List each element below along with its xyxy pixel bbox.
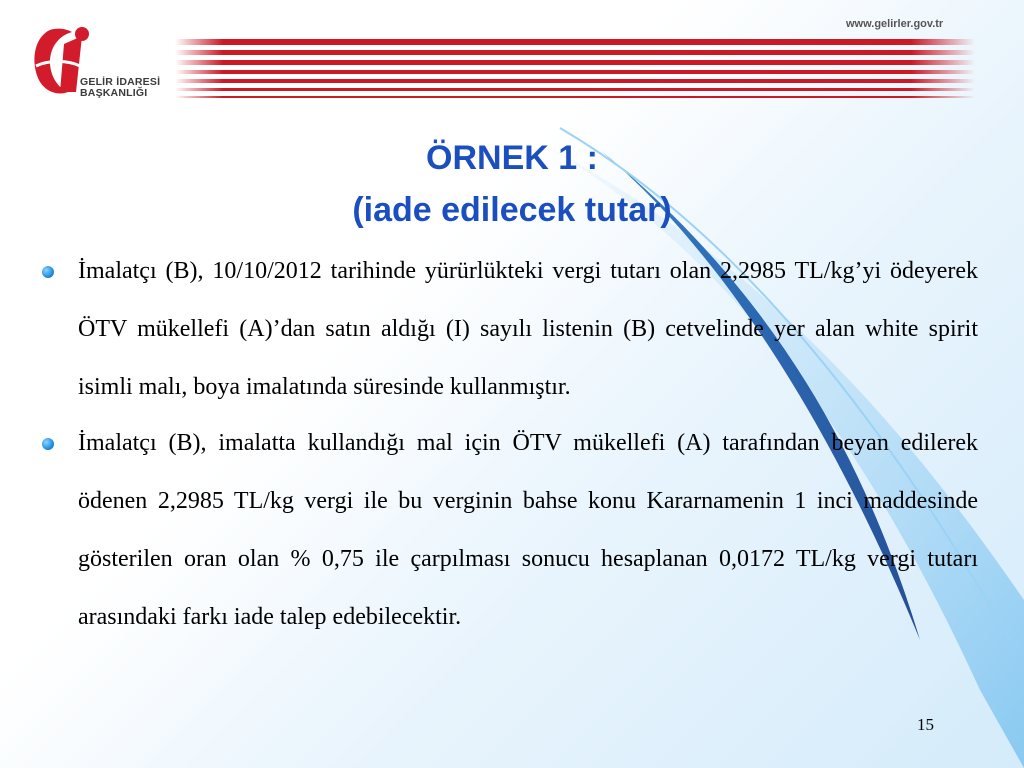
site-url: www.gelirler.gov.tr (846, 18, 944, 30)
bullet-item (42, 242, 978, 416)
logo-line-1: GELİR İDARESİ (80, 76, 161, 88)
bullet-item (42, 414, 978, 646)
bullet-text: İmalatçı (B), 10/10/2012 tarihinde yürürlükteki vergi tutarı olan 2,2985 TL/kg’yi ödeyerek ÖTV mükellefi (A)’dan satın aldığı (I) sayılı listenin (B) cetvelinde yer alan white spirit isimli malı, boya imalatında süresinde kullanmıştır. (78, 258, 978, 400)
logo-text (80, 77, 160, 99)
bullet-dot-icon (42, 438, 54, 450)
slide-title-line-1: ÖRNEK 1 : (426, 139, 598, 177)
bullet-dot-icon (42, 266, 54, 278)
slide-title-line-2: (iade edilecek tutar) (352, 191, 672, 229)
bullet-list (42, 242, 978, 644)
bullet-text: İmalatçı (B), imalatta kullandığı mal için ÖTV mükellefi (A) tarafından beyan edilerek ödenen 2,2985 TL/kg vergi ile bu verginin bahse konu Kararnamenin 1 inci maddesinde gösterilen oran olan % 0,75 ile çarpılması sonucu hesaplanan 0,0172 TL/kg vergi tutarı arasındaki farkı iade talep edebilecektir. (78, 430, 978, 630)
header-stripes (175, 39, 975, 101)
logo-line-2: BAŞKANLIĞI (80, 87, 148, 99)
page-number: 15 (917, 715, 934, 734)
